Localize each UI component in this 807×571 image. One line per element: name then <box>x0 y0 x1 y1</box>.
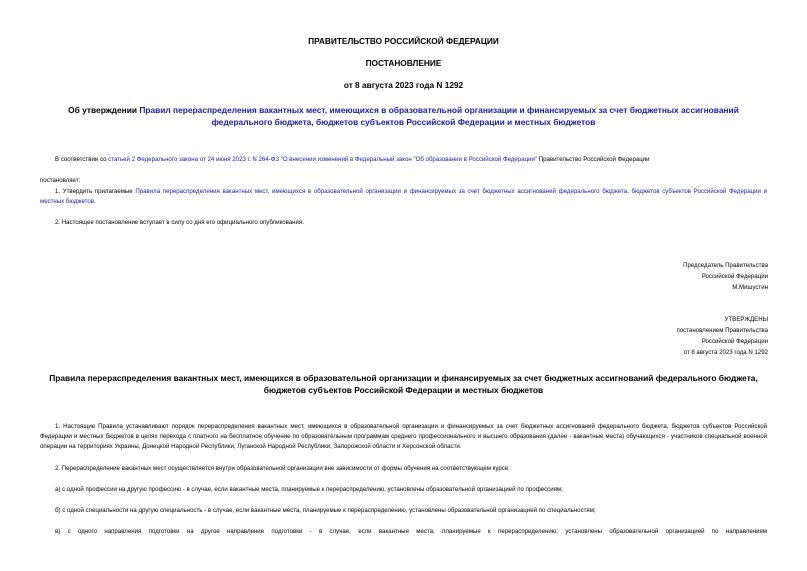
preamble-text-before: В соответствии со <box>55 156 109 163</box>
item-2-paragraph: 2. Настоящее постановление вступает в силу со дня его официального опубликования. <box>55 219 304 226</box>
rules-paragraph-1: 1. Настоящие Правила устанавливают порядок перераспределения вакантных мест, имеющихся в образовательной организации и финансируемых за счет бюджетных ассигнований федерального бюджета, бюджетов субъектов Российской Федерации и местных бюджетов в целях перехода с платного на бесплатное обучение по образовательным программам среднего профессионального и высшего образования (далее - вакантные места) обучающихся - участников специальной военной операции на территориях Украины, Донецкой Народной Республики, Луганской Народной Республики, Запорожской области и Херсонской области. <box>40 423 767 450</box>
date-number-heading: от 8 августа 2023 года N 1292 <box>343 80 464 90</box>
item-1-paragraph <box>40 187 767 207</box>
rules-subitem-b: б) с одной специальности на другую специальность - в случае, если вакантные места, планируемые к перераспределению, установлены образовательной организацией по специальностям; <box>55 507 596 514</box>
rules-paragraph-2: 2. Перераспределение вакантных мест осуществляется внутри образовательной организации вне зависимости от формы обучения на соответствующем курсе: <box>55 465 510 472</box>
approval-heading: УТВЕРЖДЕНЫ <box>724 316 768 323</box>
approval-line-2: постановлением Правительства <box>676 327 768 334</box>
approval-date: от 8 августа 2023 года N 1292 <box>683 349 768 356</box>
rules-heading: Правила перераспределения вакантных мест, имеющихся в образовательной организации и финансируемых за счет бюджетных ассигнований федерального бюджета, бюджетов субъектов Российской Федерации и местных бюджетов <box>49 373 758 395</box>
preamble-paragraph <box>55 155 767 165</box>
decree-word: постановляет: <box>40 177 81 184</box>
signature-organization: Российской Федерации <box>701 273 768 280</box>
law-article-link[interactable]: статьей 2 Федерального закона от 24 июня 2023 г. N 264-ФЗ "О внесении изменений в Федеральный закон "Об образовании в Российской Федерации" <box>108 156 538 163</box>
preamble-text-after: Правительство Российской Федерации <box>537 156 650 163</box>
signature-block <box>683 260 768 293</box>
rules-link[interactable]: Правила перераспределения вакантных мест, имеющихся в образовательной организации и финансируемых за счет бюджетных ассигнований федерального бюджета, бюджетов субъектов Российской Федерации и местных бюджетов <box>40 188 767 205</box>
rules-subitem-a: а) с одной профессии на другую профессию - в случае, если вакантные места, планируемые к перераспределению, установлены образовательной организацией по профессиям; <box>55 486 563 493</box>
signature-position: Председатель Правительства <box>683 262 768 269</box>
rules-subitem-c: в) с одного направления подготовки на другое направление подготовки - в случае, если вакантные места, планируемые к перераспределению, установлены образовательной организацией по направлениям <box>55 528 767 535</box>
item-1-text-after: . <box>94 198 96 205</box>
signature-name: М.Мишустин <box>732 284 768 291</box>
government-heading: ПРАВИТЕЛЬСТВО РОССИЙСКОЙ ФЕДЕРАЦИИ <box>308 36 499 46</box>
approval-block <box>676 314 768 358</box>
rules-title-link[interactable]: Правил перераспределения вакантных мест, имеющихся в образовательной организации и финансируемых за счет бюджетных ассигнований федерального бюджета, бюджетов субъектов Российской Федерации и местных бюджетов <box>139 105 739 127</box>
item-1-text-before: 1. Утвердить прилагаемые <box>55 188 136 195</box>
resolution-title <box>40 104 767 128</box>
document-type-heading: ПОСТАНОВЛЕНИЕ <box>365 58 442 68</box>
approval-line-3: Российской Федерации <box>701 338 768 345</box>
title-prefix: Об утверждении <box>68 105 140 115</box>
